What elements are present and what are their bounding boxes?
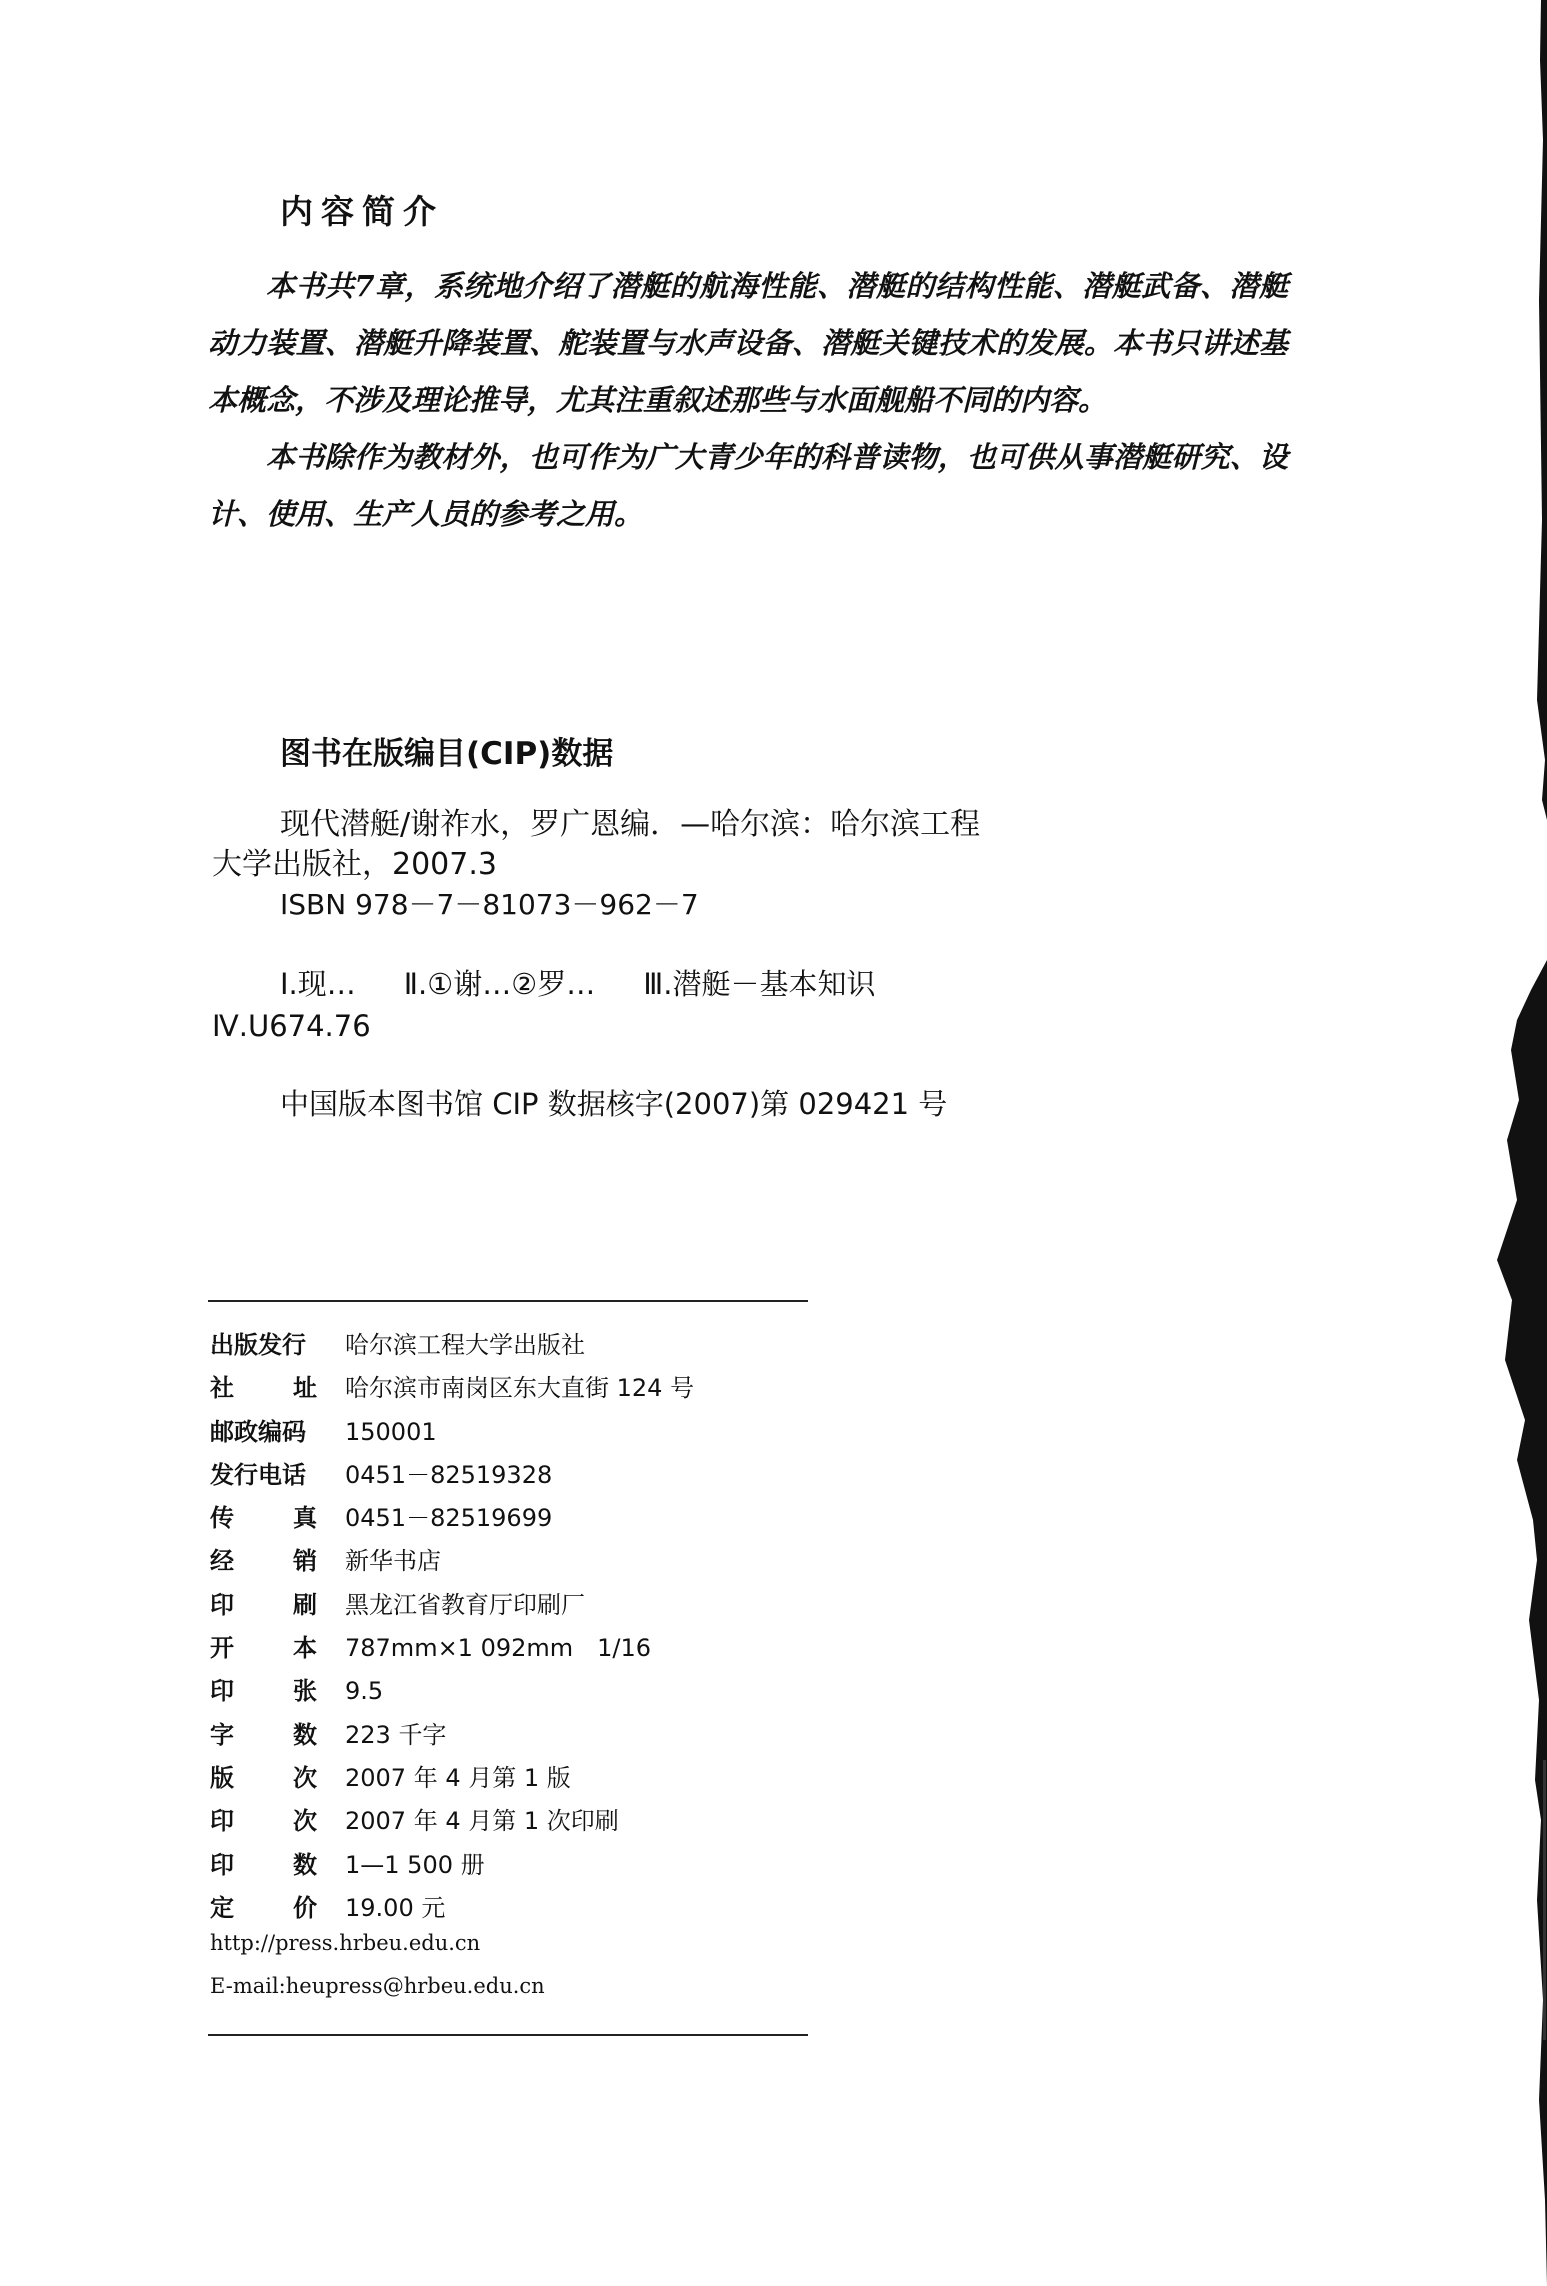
colophon-email[interactable]: E-mail:heupress@hrbeu.edu.cn — [210, 1974, 545, 1999]
cip-index-row — [212, 963, 1012, 1005]
colophon-value: 9.5 — [345, 1677, 384, 1706]
summary-heading: 内容简介 — [280, 192, 444, 231]
colophon-value: 哈尔滨工程大学出版社 — [345, 1331, 585, 1359]
colophon-row — [210, 1628, 910, 1671]
colophon-label: 经 销 — [210, 1547, 317, 1576]
cip-index-2: Ⅱ.①谢…②罗… — [403, 967, 596, 1001]
colophon-row — [210, 1325, 910, 1368]
cip-entry-line2: 大学出版社，2007.3 — [212, 847, 497, 882]
colophon-value: 新华书店 — [345, 1547, 441, 1576]
summary-body — [208, 258, 1288, 543]
colophon-label: 社 址 — [210, 1374, 317, 1403]
cip-entry-line1: 现代潜艇/谢祚水，罗广恩编．—哈尔滨：哈尔滨工程 — [280, 807, 981, 842]
cip-index-1: Ⅰ.现… — [280, 967, 356, 1001]
scan-edge-shadow — [1467, 0, 1547, 2286]
colophon-label: 定 价 — [210, 1893, 317, 1922]
colophon-value: 19.00 元 — [345, 1893, 446, 1922]
colophon-label: 发行电话 — [210, 1460, 306, 1489]
colophon-value: 2007 年 4 月第 1 次印刷 — [345, 1807, 619, 1836]
colophon-value: 2007 年 4 月第 1 版 — [345, 1763, 571, 1792]
colophon-website[interactable]: http://press.hrbeu.edu.cn — [210, 1931, 481, 1956]
colophon-label: 印 次 — [210, 1807, 317, 1836]
cip-heading: 图书在版编目(CIP)数据 — [280, 736, 614, 772]
colophon-value: 0451－82519699 — [345, 1504, 553, 1533]
colophon-top-rule — [208, 1300, 808, 1302]
colophon-row — [210, 1498, 910, 1541]
colophon-value: 787mm×1 092mm 1/16 — [345, 1634, 652, 1663]
cip-approval: 中国版本图书馆 CIP 数据核字(2007)第 029421 号 — [280, 1087, 948, 1121]
colophon-label: 开 本 — [210, 1634, 317, 1663]
colophon-value: 1—1 500 册 — [345, 1850, 485, 1879]
colophon-label: 版 次 — [210, 1763, 317, 1792]
colophon-row — [210, 1541, 910, 1584]
colophon-row — [210, 1585, 910, 1628]
colophon-label: 出版发行 — [210, 1331, 306, 1359]
colophon-value: 黑龙江省教育厅印刷厂 — [345, 1590, 585, 1619]
colophon-row — [210, 1412, 910, 1455]
colophon-row — [210, 1801, 910, 1844]
colophon-bottom-rule — [208, 2034, 808, 2036]
colophon-row — [210, 1845, 910, 1888]
cip-index-3: Ⅲ.潜艇－基本知识 — [643, 967, 876, 1001]
colophon-row — [210, 1715, 910, 1758]
colophon — [210, 1325, 910, 2018]
colophon-value: 0451－82519328 — [345, 1460, 553, 1489]
colophon-label: 印 数 — [210, 1850, 317, 1879]
colophon-row — [210, 1455, 910, 1498]
colophon-row — [210, 1671, 910, 1714]
cip-isbn: ISBN 978－7－81073－962－7 — [280, 888, 699, 921]
cip-entry — [212, 805, 992, 925]
colophon-value: 223 千字 — [345, 1720, 447, 1749]
summary-paragraph-1: 本书共7章，系统地介绍了潜艇的航海性能、潜艇的结构性能、潜艇武备、潜艇动力装置、潜艇升降装置、舵装置与水声设备、潜艇关键技术的发展。本书只讲述基本概念，不涉及理论推导，尤其注重叙述那些与水面舰船不同的内容。 — [208, 269, 1288, 417]
cip-index-4: Ⅳ.U674.76 — [212, 1009, 371, 1043]
colophon-row — [210, 1758, 910, 1801]
colophon-label: 邮政编码 — [210, 1417, 306, 1446]
colophon-value: 哈尔滨市南岗区东大直街 124 号 — [345, 1374, 695, 1403]
colophon-label: 字 数 — [210, 1720, 317, 1749]
colophon-label: 印 刷 — [210, 1590, 317, 1619]
colophon-label: 印 张 — [210, 1677, 317, 1706]
summary-paragraph-2: 本书除作为教材外，也可作为广大青少年的科普读物，也可供从事潜艇研究、设计、使用、生产人员的参考之用。 — [208, 440, 1288, 531]
colophon-value: 150001 — [345, 1417, 437, 1446]
cip-index — [212, 963, 1012, 1047]
colophon-label: 传 真 — [210, 1504, 317, 1533]
colophon-row — [210, 1888, 910, 1931]
colophon-row — [210, 1368, 910, 1411]
